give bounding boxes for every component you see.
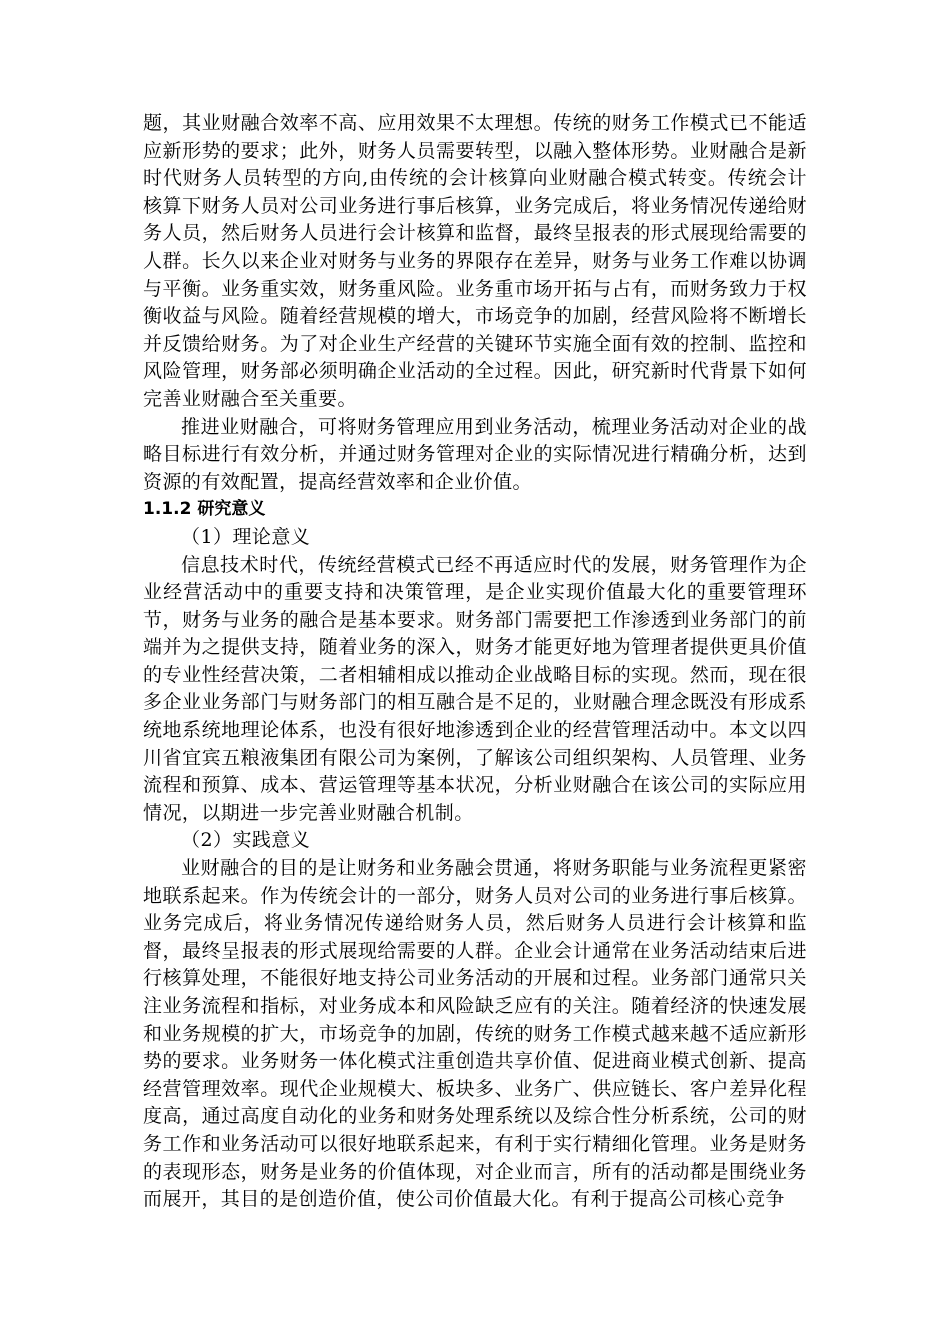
subheading-theoretical: （1）理论意义 <box>181 525 311 548</box>
document-page <box>143 110 807 1214</box>
body-paragraph-1: 题，其业财融合效率不高、应用效果不太理想。传统的财务工作模式已不能适应新形势的要求；此外，财务人员需要转型，以融入整体形势。业财融合是新时代财务人员转型的方向,由传统的会计核算向业财融合模式转变。传统会计核算下财务人员对公司业务进行事后核算，业务完成后，将业务情况传递给财务人员，然后财务人员进行会计核算和监督，最终呈报表的形式展现给需要的人群。长久以来企业对财务与业务的界限存在差异，财务与业务工作难以协调与平衡。业务重实效，财务重风险。业务重市场开拓与占有，而财务致力于权衡收益与风险。随着经营规模的增大，市场竞争的加剧，经营风险将不断增长并反馈给财务。为了对企业生产经营的关键环节实施全面有效的控制、监控和风险管理，财务部必须明确企业活动的全过程。因此，研究新时代背景下如何完善业财融合至关重要。 <box>143 112 807 410</box>
section-heading: 1.1.2 研究意义 <box>143 499 266 520</box>
body-paragraph-4: 业财融合的目的是让财务和业务融会贯通，将财务职能与业务流程更紧密地联系起来。作为传统会计的一部分，财务人员对公司的业务进行事后核算。业务完成后，将业务情况传递给财务人员，然后财务人员进行会计核算和监督，最终呈报表的形式展现给需要的人群。企业会计通常在业务活动结束后进行核算处理，不能很好地支持公司业务活动的开展和过程。业务部门通常只关注业务流程和指标，对业务成本和风险缺乏应有的关注。随着经济的快速发展和业务规模的扩大，市场竞争的加剧，传统的财务工作模式越来越不适应新形势的要求。业务财务一体化模式注重创造共享价值、促进商业模式创新、提高经营管理效率。现代企业规模大、板块多、业务广、供应链长、客户差异化程度高，通过高度自动化的业务和财务处理系统以及综合性分析系统，公司的财务工作和业务活动可以很好地联系起来，有利于实行精细化管理。业务是财务的表现形态，财务是业务的价值体现，对企业而言，所有的活动都是围绕业务而展开，其目的是创造价值，使公司价值最大化。有利于提高公司核心竞争 <box>143 857 807 1211</box>
subheading-practical: （2）实践意义 <box>181 829 311 852</box>
body-paragraph-3: 信息技术时代，传统经营模式已经不再适应时代的发展，财务管理作为企业经营活动中的重要支持和决策管理，是企业实现价值最大化的重要管理环节，财务与业务的融合是基本要求。财务部门需要把工作渗透到业务部门的前端并为之提供支持，随着业务的深入，财务才能更好地为管理者提供更具价值的专业性经营决策，二者相辅相成以推动企业战略目标的实现。然而，现在很多企业业务部门与财务部门的相互融合是不足的，业财融合理念既没有形成系统地系统地理论体系，也没有很好地渗透到企业的经营管理活动中。本文以四川省宜宾五粮液集团有限公司为案例，了解该公司组织架构、人员管理、业务流程和预算、成本、营运管理等基本状况，分析业财融合在该公司的实际应用情况，以期进一步完善业财融合机制。 <box>143 553 807 824</box>
body-paragraph-2: 推进业财融合，可将财务管理应用到业务活动，梳理业务活动对企业的战略目标进行有效分析，并通过财务管理对企业的实际情况进行精确分析，达到资源的有效配置，提高经营效率和企业价值。 <box>143 415 807 493</box>
